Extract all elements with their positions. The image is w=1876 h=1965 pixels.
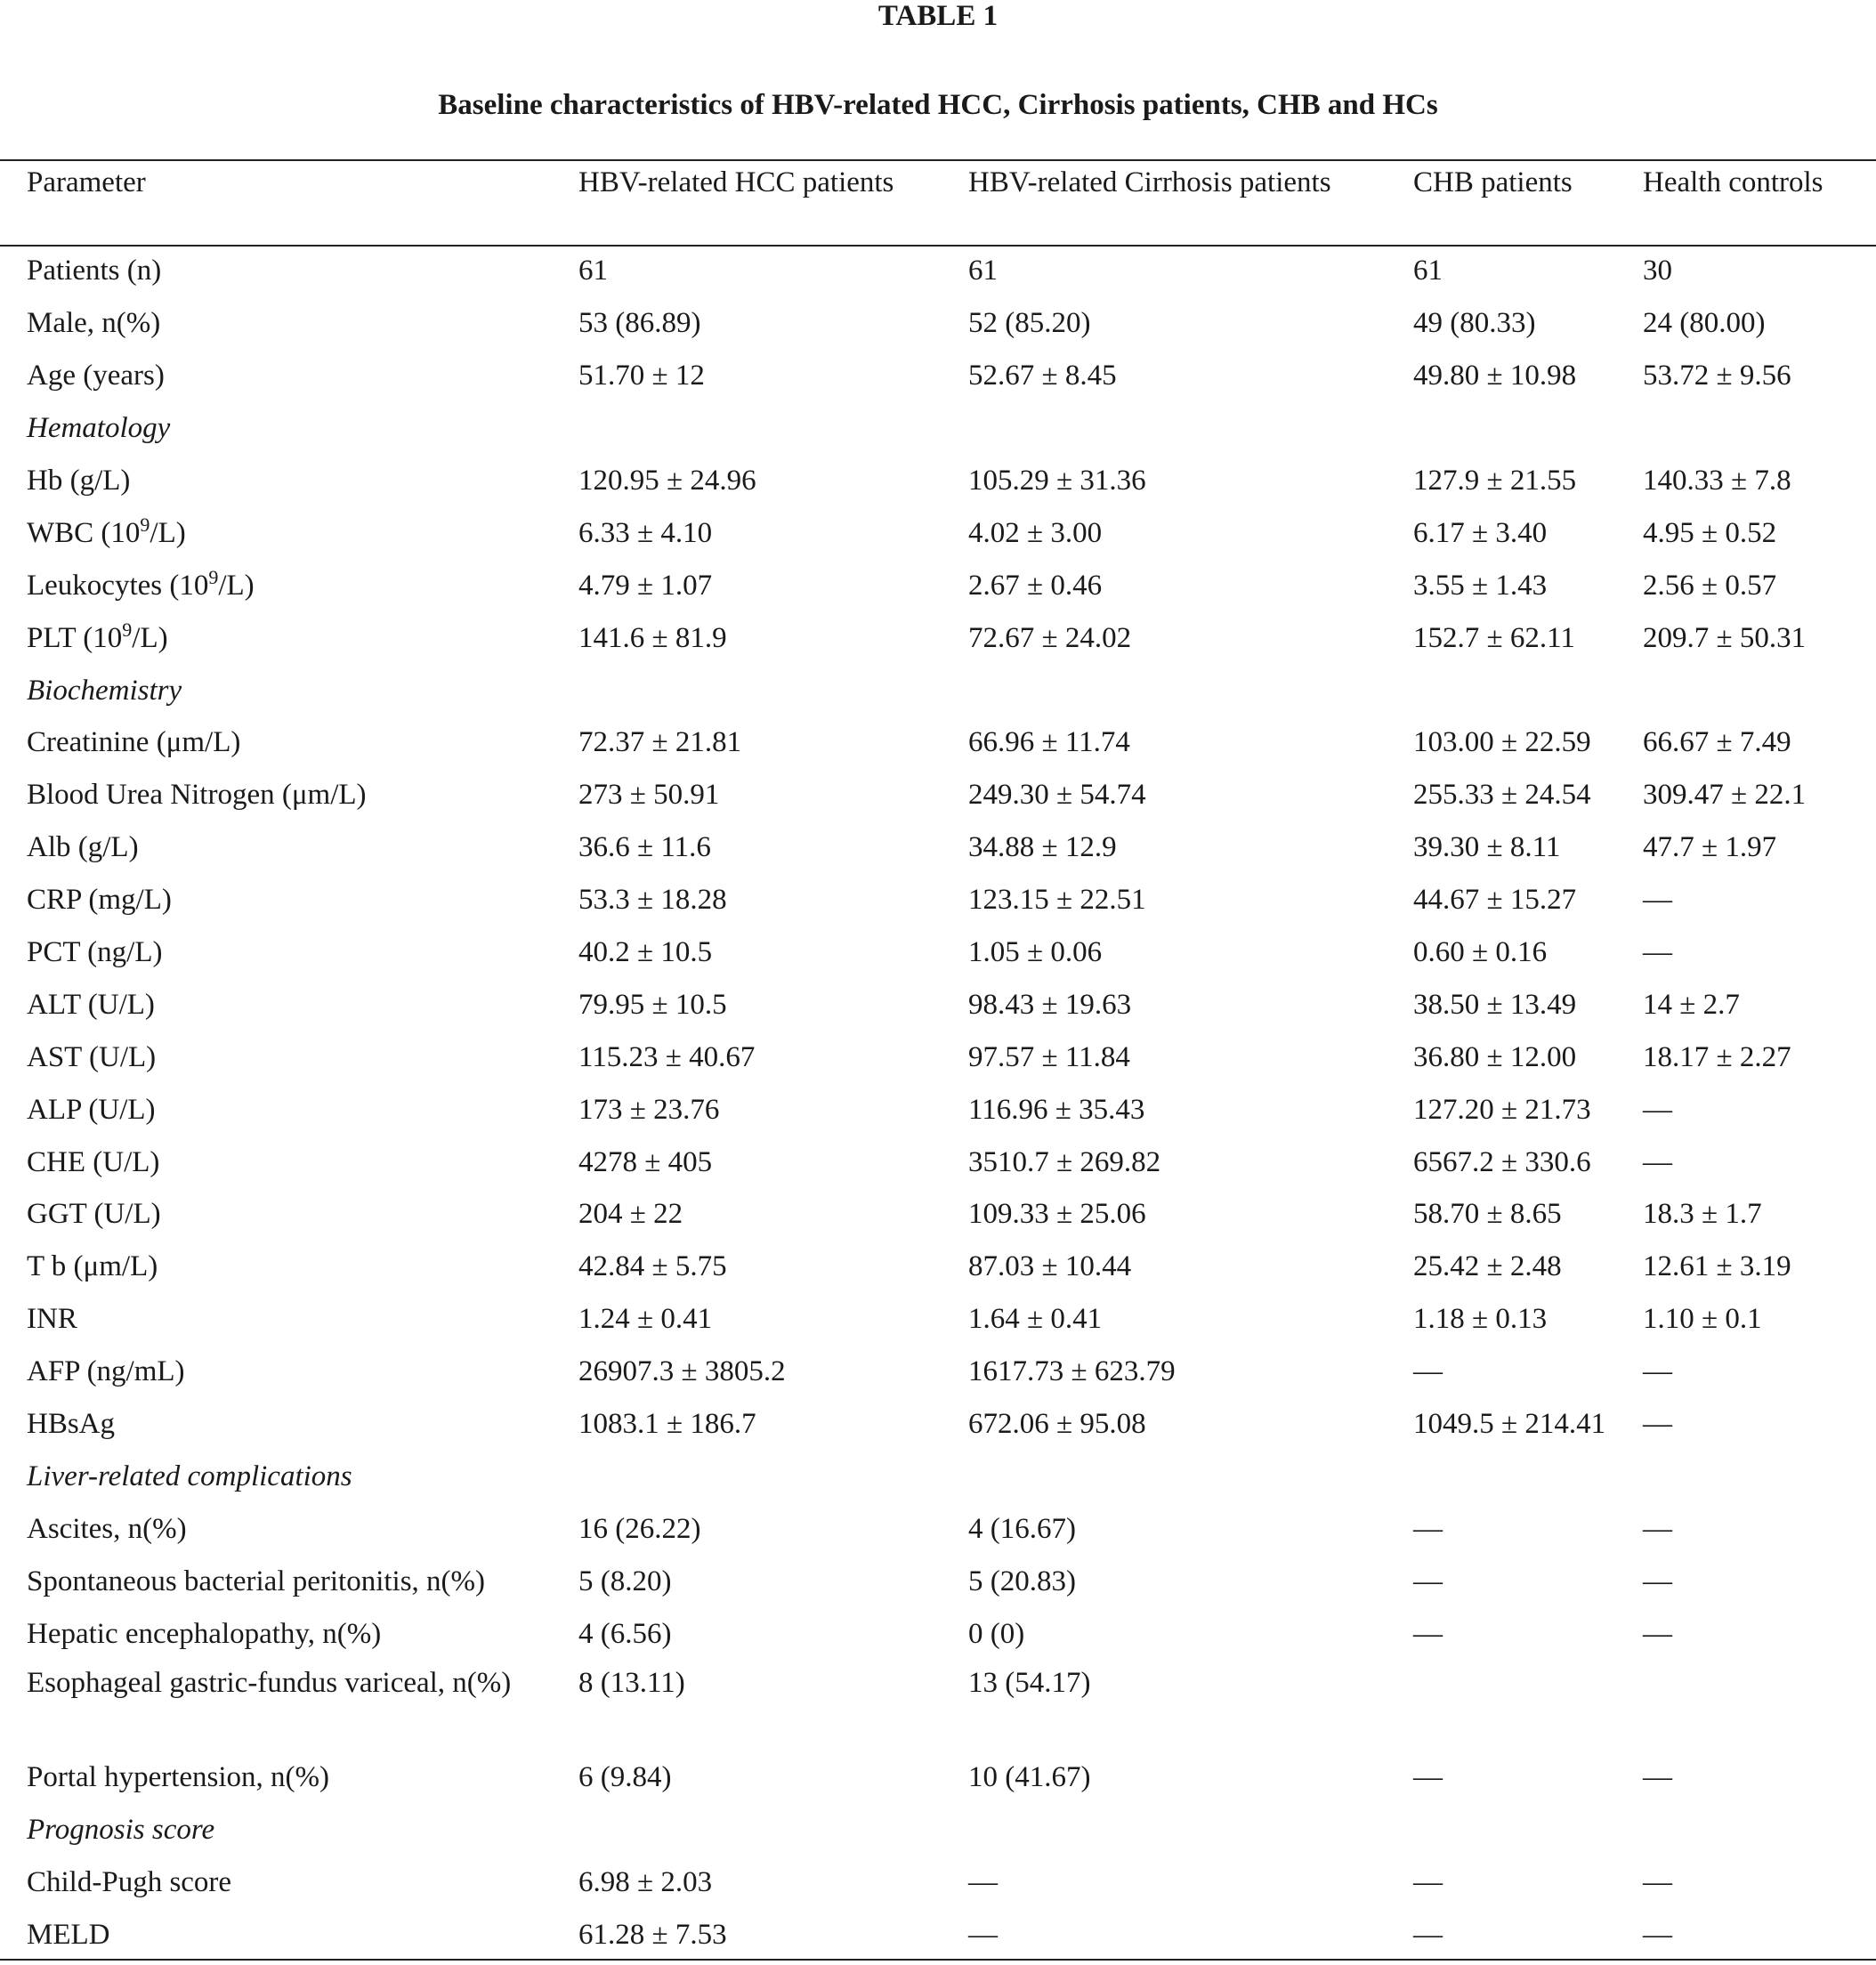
- chb-cell: 25.42 ± 2.48: [1413, 1250, 1562, 1283]
- hcc-cell: 6.98 ± 2.03: [578, 1866, 713, 1899]
- parameter-cell: Creatinine (μm/L): [27, 726, 241, 759]
- cirrhosis-cell: 116.96 ± 35.43: [968, 1093, 1145, 1126]
- controls-cell: 12.61 ± 3.19: [1643, 1250, 1791, 1283]
- controls-cell: 209.7 ± 50.31: [1643, 621, 1807, 654]
- chb-cell: —: [1413, 1565, 1443, 1597]
- cirrhosis-cell: 4 (16.67): [968, 1512, 1076, 1545]
- controls-cell: 140.33 ± 7.8: [1643, 465, 1791, 497]
- controls-cell: —: [1643, 1761, 1672, 1794]
- cirrhosis-cell: 52.67 ± 8.45: [968, 360, 1117, 392]
- cirrhosis-cell: 2.67 ± 0.46: [968, 569, 1103, 602]
- parameter-cell: Hepatic encephalopathy, n(%): [27, 1617, 382, 1650]
- chb-cell: 127.20 ± 21.73: [1413, 1093, 1591, 1126]
- parameter-cell: [27, 506, 578, 559]
- table-row: [27, 926, 1869, 979]
- table-row: [27, 874, 1869, 926]
- parameter-cell: Hb (g/L): [27, 465, 131, 497]
- parameter-cell: Esophageal gastric-fundus variceal, n(%): [27, 1667, 512, 1700]
- chb-cell: 1049.5 ± 214.41: [1413, 1408, 1606, 1441]
- hcc-cell: 204 ± 22: [578, 1198, 683, 1231]
- hcc-cell: 72.37 ± 21.81: [578, 726, 742, 759]
- table-row: [27, 1293, 1869, 1346]
- cirrhosis-cell: 5 (20.83): [968, 1565, 1076, 1597]
- chb-cell: 3.55 ± 1.43: [1413, 569, 1548, 602]
- parameter-cell: Spontaneous bacterial peritonitis, n(%): [27, 1565, 486, 1597]
- hcc-cell: 4 (6.56): [578, 1617, 672, 1650]
- table-row: [27, 350, 1869, 402]
- hcc-cell: 16 (26.22): [578, 1512, 701, 1545]
- table-row: [27, 769, 1869, 821]
- header-row: [27, 162, 1869, 245]
- chb-cell: —: [1413, 1617, 1443, 1650]
- controls-cell: [1643, 1660, 1869, 1751]
- header-chb: CHB patients: [1413, 166, 1573, 198]
- cirrhosis-cell: 109.33 ± 25.06: [968, 1198, 1146, 1231]
- hcc-cell: 1083.1 ± 186.7: [578, 1408, 756, 1441]
- chb-cell: —: [1413, 1355, 1443, 1388]
- chb-cell: 6567.2 ± 330.6: [1413, 1145, 1591, 1178]
- controls-cell: —: [1643, 1866, 1672, 1899]
- chb-cell: 38.50 ± 13.49: [1413, 988, 1577, 1021]
- table-row: [27, 245, 1869, 297]
- table-row: [27, 1751, 1869, 1804]
- controls-cell: —: [1643, 1408, 1672, 1441]
- hcc-cell: 141.6 ± 81.9: [578, 621, 727, 654]
- header-hcc: HBV-related HCC patients: [578, 166, 894, 198]
- cirrhosis-cell: 672.06 ± 95.08: [968, 1408, 1146, 1441]
- table-row: [27, 1188, 1869, 1241]
- controls-cell: —: [1643, 1919, 1672, 1952]
- chb-cell: 0.60 ± 0.16: [1413, 936, 1548, 969]
- parameter-cell: PCT (ng/L): [27, 936, 163, 969]
- table-label: TABLE 1: [877, 0, 999, 32]
- table-row: [27, 1136, 1869, 1188]
- controls-cell: 14 ± 2.7: [1643, 988, 1740, 1021]
- hcc-cell: 53.3 ± 18.28: [578, 884, 727, 917]
- parameter-cell: Alb (g/L): [27, 831, 139, 864]
- table-row: [27, 978, 1869, 1031]
- chb-cell: 58.70 ± 8.65: [1413, 1198, 1562, 1231]
- cirrhosis-cell: 10 (41.67): [968, 1761, 1091, 1794]
- parameter-cell: MELD: [27, 1919, 110, 1952]
- parameter-unit: /L): [218, 569, 255, 602]
- table-row: [27, 559, 1869, 611]
- hcc-cell: 4278 ± 405: [578, 1145, 713, 1178]
- controls-cell: —: [1643, 1617, 1672, 1650]
- table-row: [27, 455, 1869, 507]
- hcc-cell: 8 (13.11): [578, 1667, 685, 1700]
- section-row: [27, 1450, 1869, 1502]
- table-row: [27, 297, 1869, 350]
- table-body: [27, 245, 1869, 1961]
- parameter-cell: T b (μm/L): [27, 1250, 158, 1283]
- chb-cell: 255.33 ± 24.54: [1413, 779, 1591, 812]
- parameter-cell: Blood Urea Nitrogen (μm/L): [27, 779, 367, 812]
- cirrhosis-cell: —: [968, 1919, 998, 1952]
- cirrhosis-cell: 34.88 ± 12.9: [968, 831, 1117, 864]
- table-header: [27, 162, 1869, 245]
- controls-cell: —: [1643, 1355, 1672, 1388]
- header-parameter: Parameter: [27, 166, 146, 198]
- chb-cell: 61: [1413, 255, 1443, 287]
- parameter-cell: GGT (U/L): [27, 1198, 161, 1231]
- chb-cell: —: [1413, 1866, 1443, 1899]
- parameter-cell: ALT (U/L): [27, 988, 155, 1021]
- parameter-label: Leukocytes (10: [27, 569, 209, 602]
- hcc-cell: 173 ± 23.76: [578, 1093, 720, 1126]
- parameter-cell: INR: [27, 1303, 77, 1336]
- chb-cell: 1.18 ± 0.13: [1413, 1303, 1548, 1336]
- table-row: [27, 1346, 1869, 1398]
- section-heading: Liver-related complications: [27, 1460, 352, 1492]
- table-row: [27, 1031, 1869, 1083]
- controls-cell: 309.47 ± 22.1: [1643, 779, 1807, 812]
- parameter-cell: Ascites, n(%): [27, 1512, 187, 1545]
- table-title: Baseline characteristics of HBV-related HCC, Cirrhosis patients, CHB and HCs: [438, 89, 1438, 121]
- section-row: [27, 1804, 1869, 1856]
- controls-cell: 30: [1643, 255, 1672, 287]
- hcc-cell: 6.33 ± 4.10: [578, 516, 713, 549]
- hcc-cell: 51.70 ± 12: [578, 360, 705, 392]
- hcc-cell: 40.2 ± 10.5: [578, 936, 713, 969]
- baseline-table: [27, 162, 1869, 1961]
- cirrhosis-cell: 3510.7 ± 269.82: [968, 1145, 1161, 1178]
- parameter-label: WBC (10: [27, 516, 141, 549]
- chb-cell: 44.67 ± 15.27: [1413, 884, 1577, 917]
- controls-cell: —: [1643, 884, 1672, 917]
- cirrhosis-cell: 97.57 ± 11.84: [968, 1040, 1130, 1073]
- parameter-cell: CRP (mg/L): [27, 884, 172, 917]
- parameter-cell: Child-Pugh score: [27, 1866, 232, 1899]
- section-row: [27, 402, 1869, 455]
- parameter-cell: Male, n(%): [27, 307, 161, 340]
- parameter-exponent: 9: [140, 513, 150, 536]
- parameter-cell: ALP (U/L): [27, 1093, 156, 1126]
- parameter-cell: AST (U/L): [27, 1040, 157, 1073]
- hcc-cell: 61: [578, 255, 608, 287]
- cirrhosis-cell: 0 (0): [968, 1617, 1025, 1650]
- controls-cell: 2.56 ± 0.57: [1643, 569, 1777, 602]
- cirrhosis-cell: 105.29 ± 31.36: [968, 465, 1146, 497]
- cirrhosis-cell: 1617.73 ± 623.79: [968, 1355, 1176, 1388]
- table-row: [27, 1241, 1869, 1293]
- controls-cell: 4.95 ± 0.52: [1643, 516, 1777, 549]
- cirrhosis-cell: 87.03 ± 10.44: [968, 1250, 1132, 1283]
- hcc-cell: 36.6 ± 11.6: [578, 831, 711, 864]
- table-row: [27, 1398, 1869, 1451]
- top-rule: [0, 159, 1876, 161]
- table-row: [27, 716, 1869, 769]
- table-row: [27, 1083, 1869, 1136]
- hcc-cell: 273 ± 50.91: [578, 779, 720, 812]
- parameter-cell: [27, 559, 578, 611]
- section-heading: Biochemistry: [27, 674, 182, 707]
- hcc-cell: 26907.3 ± 3805.2: [578, 1355, 786, 1388]
- controls-cell: 53.72 ± 9.56: [1643, 360, 1791, 392]
- table-row: [27, 1607, 1869, 1660]
- table-row: [27, 1856, 1869, 1909]
- chb-cell: —: [1413, 1761, 1443, 1794]
- controls-cell: —: [1643, 936, 1672, 969]
- table-row: [27, 506, 1869, 559]
- hcc-cell: 61.28 ± 7.53: [578, 1919, 727, 1952]
- table-row: [27, 1660, 1869, 1751]
- parameter-cell: Portal hypertension, n(%): [27, 1761, 330, 1794]
- controls-cell: 1.10 ± 0.1: [1643, 1303, 1762, 1336]
- parameter-cell: Age (years): [27, 360, 165, 392]
- controls-cell: —: [1643, 1512, 1672, 1545]
- hcc-cell: 115.23 ± 40.67: [578, 1040, 756, 1073]
- cirrhosis-cell: —: [968, 1866, 998, 1899]
- chb-cell: —: [1413, 1919, 1443, 1952]
- cirrhosis-cell: 61: [968, 255, 998, 287]
- hcc-cell: 6 (9.84): [578, 1761, 672, 1794]
- section-row: [27, 664, 1869, 716]
- cirrhosis-cell: 249.30 ± 54.74: [968, 779, 1146, 812]
- controls-cell: —: [1643, 1093, 1672, 1126]
- chb-cell: 152.7 ± 62.11: [1413, 621, 1575, 654]
- parameter-cell: Patients (n): [27, 255, 162, 287]
- hcc-cell: 4.79 ± 1.07: [578, 569, 713, 602]
- chb-cell: 6.17 ± 3.40: [1413, 516, 1548, 549]
- hcc-cell: 1.24 ± 0.41: [578, 1303, 713, 1336]
- parameter-cell: HBsAg: [27, 1408, 116, 1441]
- hcc-cell: 79.95 ± 10.5: [578, 988, 727, 1021]
- parameter-exponent: 9: [208, 565, 219, 588]
- table-row: [27, 821, 1869, 874]
- cirrhosis-cell: 66.96 ± 11.74: [968, 726, 1130, 759]
- parameter-exponent: 9: [122, 618, 133, 641]
- hcc-cell: 120.95 ± 24.96: [578, 465, 756, 497]
- controls-cell: 47.7 ± 1.97: [1643, 831, 1777, 864]
- cirrhosis-cell: 13 (54.17): [968, 1667, 1091, 1700]
- section-heading: Hematology: [27, 412, 171, 445]
- table-row: [27, 1909, 1869, 1961]
- table-row: [27, 1502, 1869, 1555]
- table-row: [27, 611, 1869, 664]
- cirrhosis-cell: 1.64 ± 0.41: [968, 1303, 1103, 1336]
- cirrhosis-cell: 123.15 ± 22.51: [968, 884, 1146, 917]
- cirrhosis-cell: 4.02 ± 3.00: [968, 516, 1103, 549]
- controls-cell: 66.67 ± 7.49: [1643, 726, 1791, 759]
- controls-cell: 24 (80.00): [1643, 307, 1766, 340]
- header-cirrhosis: HBV-related Cirrhosis patients: [968, 166, 1331, 198]
- controls-cell: 18.3 ± 1.7: [1643, 1198, 1762, 1231]
- hcc-cell: 5 (8.20): [578, 1565, 672, 1597]
- parameter-unit: /L): [132, 621, 168, 654]
- controls-cell: —: [1643, 1145, 1672, 1178]
- chb-cell: 49.80 ± 10.98: [1413, 360, 1577, 392]
- parameter-cell: CHE (U/L): [27, 1145, 160, 1178]
- chb-cell: [1413, 1660, 1643, 1751]
- parameter-label: PLT (10: [27, 621, 123, 654]
- chb-cell: 36.80 ± 12.00: [1413, 1040, 1577, 1073]
- cirrhosis-cell: 1.05 ± 0.06: [968, 936, 1103, 969]
- hcc-cell: 53 (86.89): [578, 307, 701, 340]
- controls-cell: —: [1643, 1565, 1672, 1597]
- parameter-cell: [27, 611, 578, 664]
- cirrhosis-cell: 72.67 ± 24.02: [968, 621, 1132, 654]
- cirrhosis-cell: 52 (85.20): [968, 307, 1091, 340]
- chb-cell: 49 (80.33): [1413, 307, 1536, 340]
- section-heading: Prognosis score: [27, 1814, 215, 1847]
- cirrhosis-cell: 98.43 ± 19.63: [968, 988, 1132, 1021]
- parameter-unit: /L): [150, 516, 186, 549]
- chb-cell: 39.30 ± 8.11: [1413, 831, 1561, 864]
- chb-cell: 127.9 ± 21.55: [1413, 465, 1577, 497]
- parameter-cell: AFP (ng/mL): [27, 1355, 185, 1388]
- header-controls: Health controls: [1643, 166, 1823, 198]
- chb-cell: 103.00 ± 22.59: [1413, 726, 1591, 759]
- chb-cell: —: [1413, 1512, 1443, 1545]
- controls-cell: 18.17 ± 2.27: [1643, 1040, 1791, 1073]
- table-row: [27, 1555, 1869, 1607]
- hcc-cell: 42.84 ± 5.75: [578, 1250, 727, 1283]
